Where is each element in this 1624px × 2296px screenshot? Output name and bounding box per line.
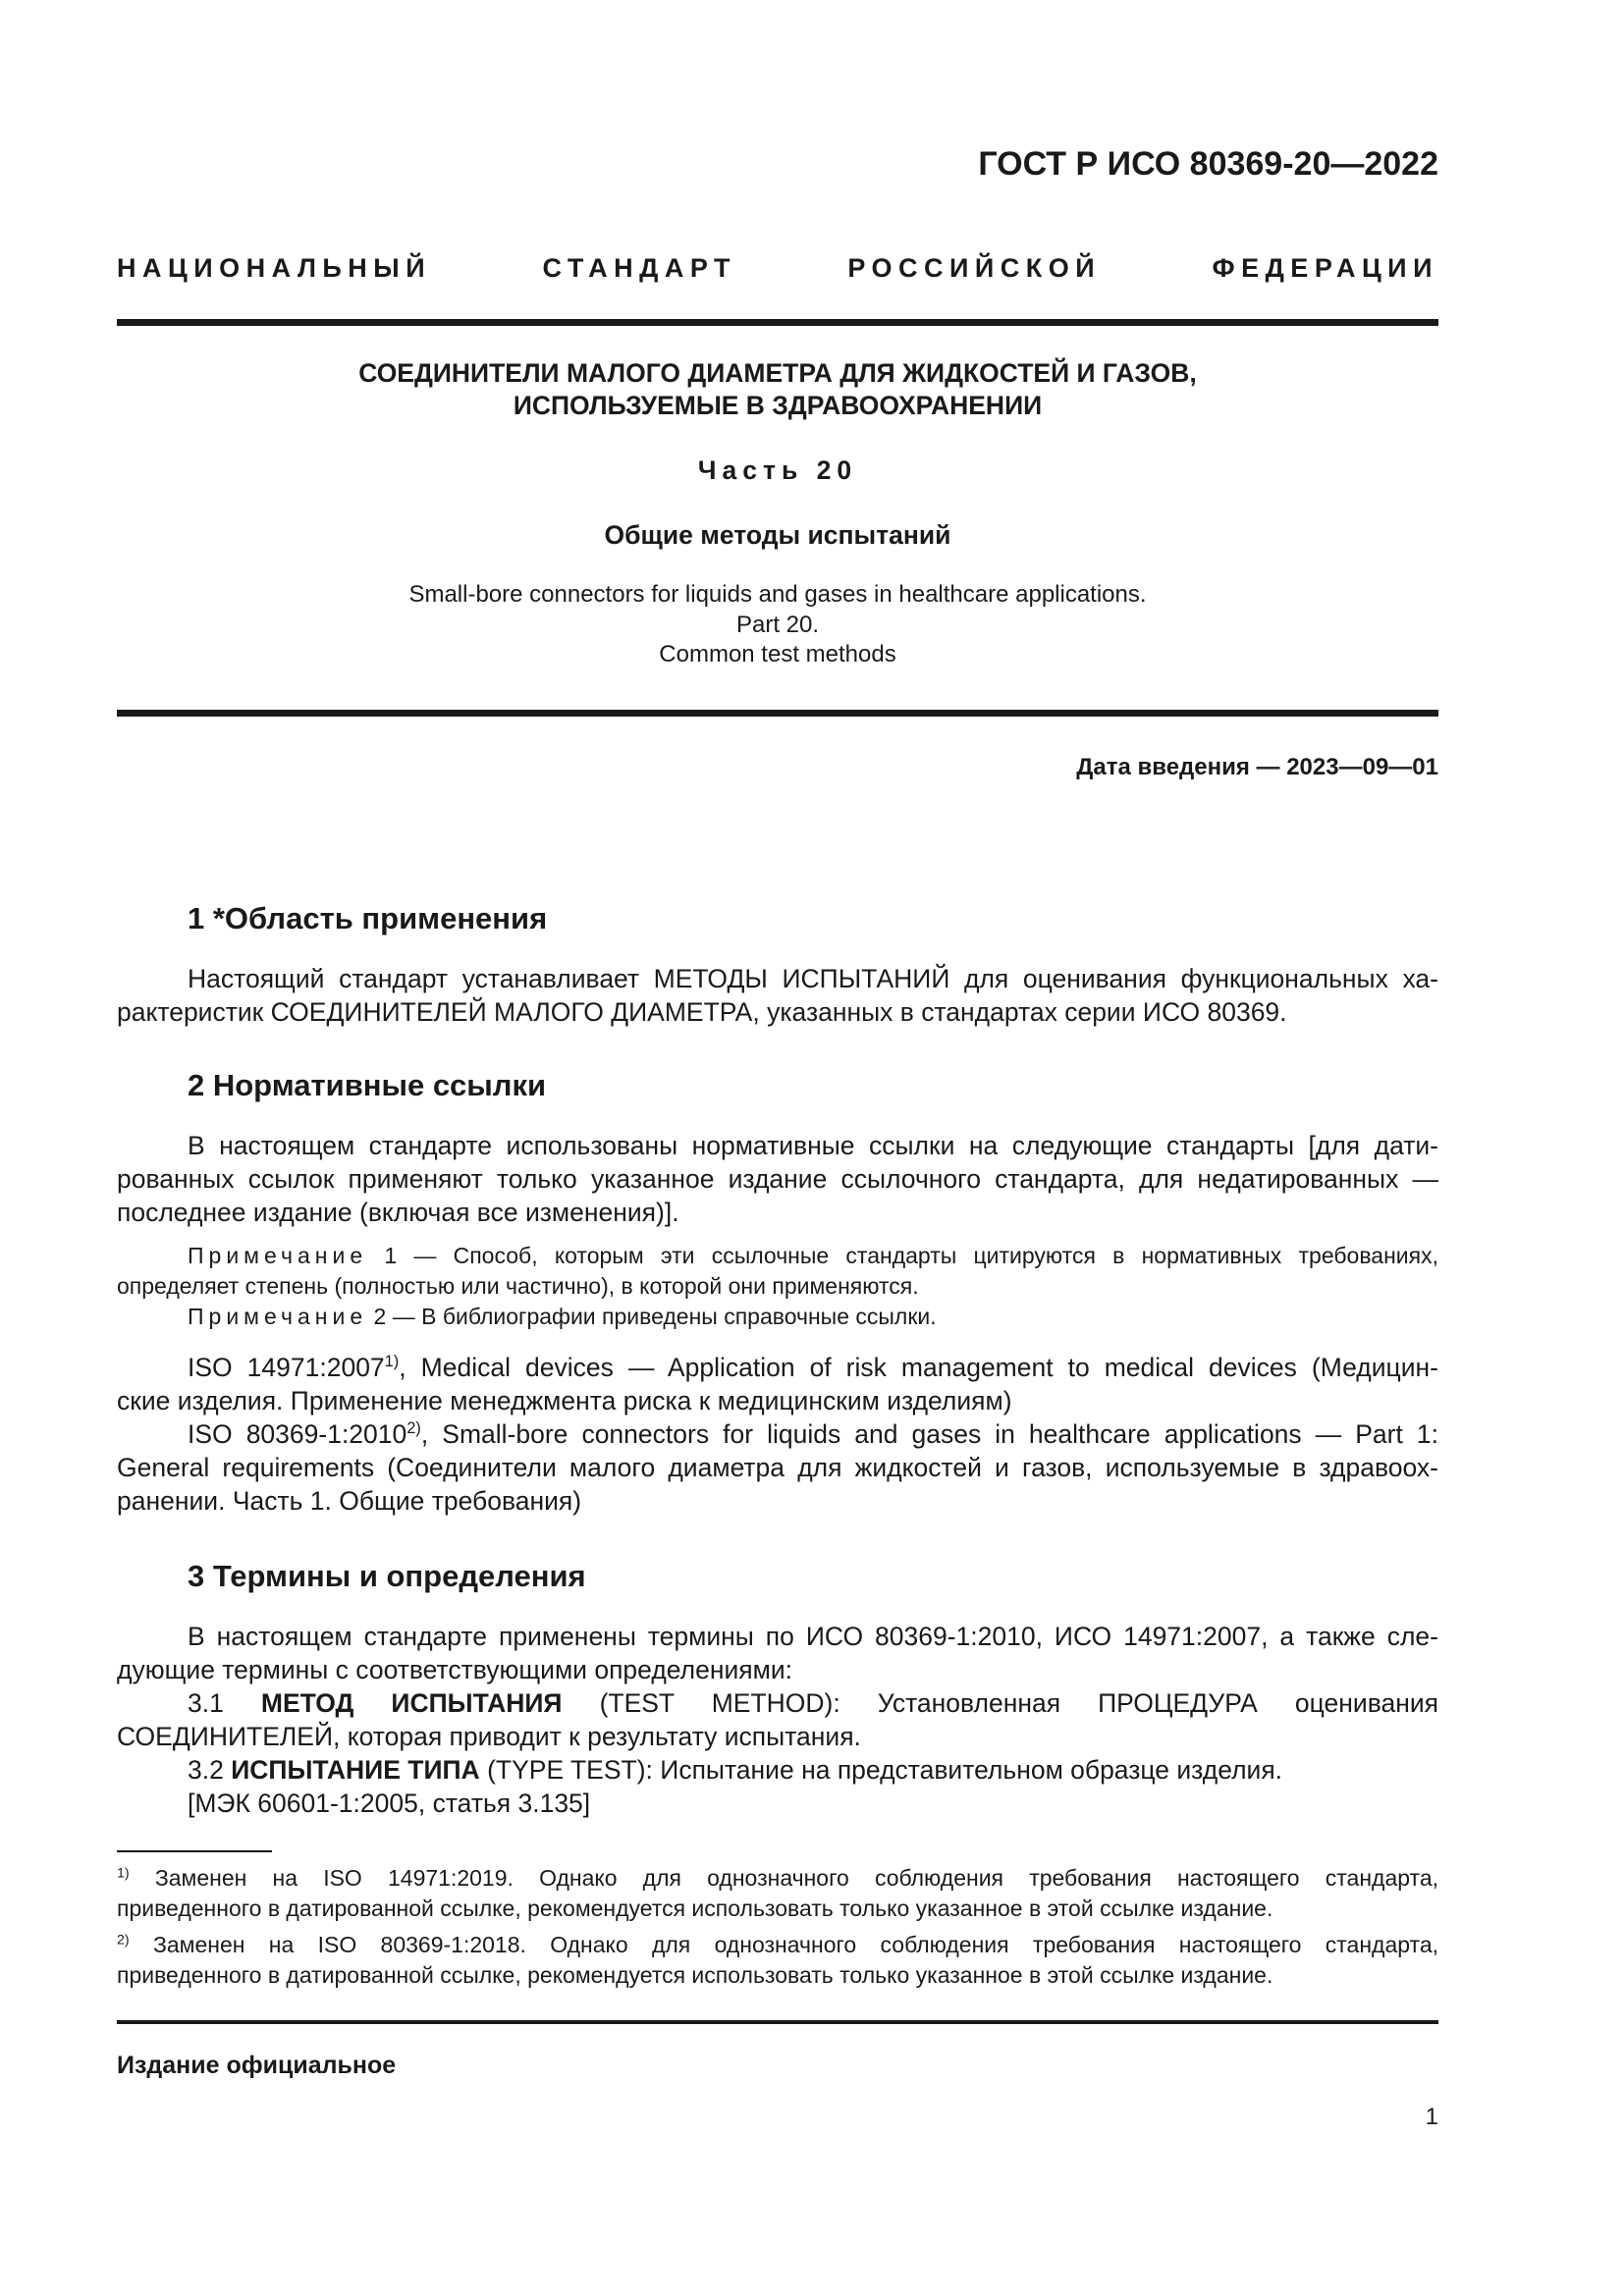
footnote-ref-2[interactable]: 2) [406,1419,421,1438]
footnote-ref-1[interactable]: 1) [384,1353,400,1371]
title-line-1: СОЕДИНИТЕЛИ МАЛОГО ДИАМЕТРА ДЛЯ ЖИДКОСТЕЙ И ГАЗОВ, [358,358,1197,388]
bottom-rule [117,2020,1438,2024]
section-3-body: В настоящем стандарте применены термины по ИСО 80369-1:2010, ИСО 14971:2007, а также сле- дующие термины с соответствующими определениями: 3.1 МЕТОД ИСПЫТАНИЯ (TEST METHOD): Установленная ПРОЦЕДУРА оценивания СОЕДИНИТЕЛЕЙ, которая приводит к результату испытания. 3.2 ИСПЫТАНИЕ ТИПА (TYPE TEST): Испытание на представительном образце изделия. [МЭК 60601-1:2005, статья 3.135] [117,1622,1438,1818]
reference-iso-80369-1: ISO 80369-1:2010$^{2)}$, Small-bore connectors for liquids and gases in healthcare applications — Part 1: General requirements (Соединители малого диаметра для жидкостей и газов, используемые в здравоох- ранении. Часть 1. Общие требования) [117,1419,1438,1516]
section-2-heading: 2 Нормативные ссылки [188,1068,547,1102]
english-title-line-2: Part 20. [735,612,820,638]
subtitle: Общие методы испытаний [604,520,951,550]
reference-iso-14971: ISO 14971:2007$^{1)}$, Medical devices — Application of risk management to medical devices (Медицин- ские изделия. Применение менеджмента риска к медицинским изделиям) [117,1353,1438,1415]
footnote-2: $^{2)}$ Заменен на ISO 80369-1:2018. Однако для однозначного соблюдения требования настоящего стандарта, приведенного в датированной ссылке, рекомендуется использовать только указанное в этой ссылке издание. [117,1932,1438,1988]
section-1-heading: 1 *Область применения [188,901,548,935]
national-standard-banner: НАЦИОНАЛЬНЫЙ СТАНДАРТ РОССИЙСКОЙ ФЕДЕРАЦИИ [117,253,1438,283]
section-1-body: Настоящий стандарт устанавливает МЕТОДЫ ИСПЫТАНИЙ для оценивания функциональных ха- рактеристик СОЕДИНИТЕЛЕЙ МАЛОГО ДИАМЕТРА, указанных в стандартах серии ИСО 80369. [117,964,1438,1027]
introduction-date: Дата введения — 2023—09—01 [1076,754,1438,780]
top-rule [117,319,1438,326]
edition-label: Издание официальное [117,2052,397,2079]
title-rule [117,710,1438,717]
section-3-heading: 3 Термины и определения [188,1559,586,1593]
term-3-1: 3.1 МЕТОД ИСПЫТАНИЯ (TEST METHOD): Установленная ПРОЦЕДУРА оценивания [188,1688,1438,1718]
note-2: Примечание 2 — В библиографии приведены справочные ссылки. [188,1304,937,1329]
english-title-line-3: Common test methods [659,641,896,667]
section-2-body: В настоящем стандарте использованы нормативные ссылки на следующие стандарты [для дати- рованных ссылок применяют только указанное издание ссылочного стандарта, для недатированных — последнее издание (включая все изменения)]. [117,1131,1438,1227]
term-3-2: 3.2 ИСПЫТАНИЕ ТИПА (TYPE TEST): Испытание на представительном образце изделия. [188,1755,1283,1785]
note-1: Примечание 1 — Способ, которым эти ссылочные стандарты цитируются в нормативных требованиях, определяет степень (полностью или частично), в которой они применяются. [117,1243,1438,1299]
title-line-2: ИСПОЛЬЗУЕМЫЕ В ЗДРАВООХРАНЕНИИ [513,391,1043,420]
english-title-line-1: Small-bore connectors for liquids and gases in healthcare applications. [408,581,1147,608]
doc-code: ГОСТ Р ИСО 80369-20—2022 [978,145,1438,183]
page-number: 1 [1425,2104,1438,2130]
footnote-1: $^{1)}$ Заменен на ISO 14971:2019. Однако для однозначного соблюдения требования настоящего стандарта, приведенного в датированной ссылке, рекомендуется использовать только указанное в этой ссылке издание. [117,1865,1438,1921]
footnote-separator [117,1850,272,1852]
part-label: Часть 20 [697,455,858,485]
